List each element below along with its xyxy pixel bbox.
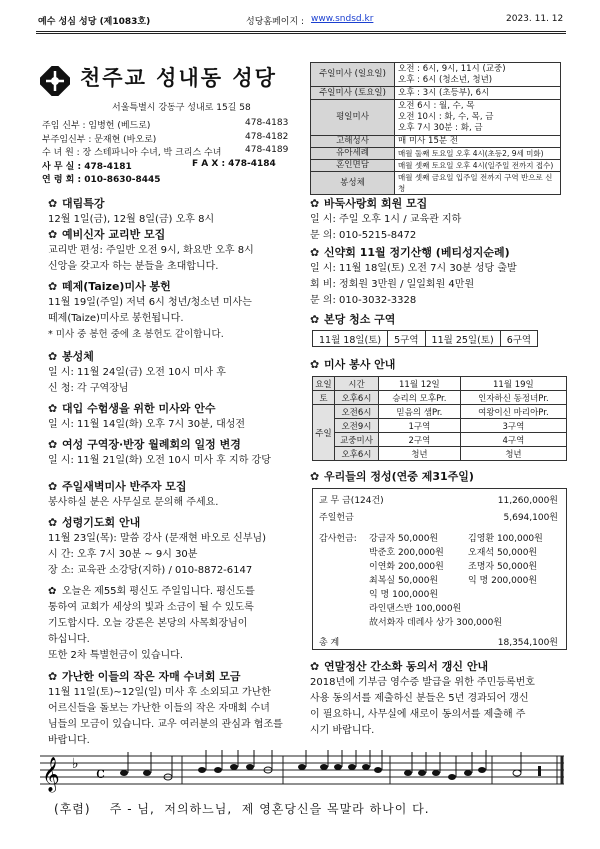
mass-service-heading: ✿ 미사 봉사 안내 [310, 358, 396, 371]
notice-catechumen: ✿ 예비신자 교리반 모집 교리반 편성: 주일반 오전 9시, 화요반 오후 8시 신앙을 갖고자 하는 분들을 초대합니다. [48, 228, 254, 272]
mass-schedule-table: 주일미사 (일요일) 오전 : 6시, 9시, 11시 (교중) 오후 : 6시 (청소년, 청년) 주일미사 (토요일) 오후 : 3시 (초등부), 6시 평일미사 오전 6시 : 월, 수, 목 오전 10시 : 화, 수, 목, 금 오후 7시 30분 : 화, 금 고해성사 매 미사 15분 전 유아세례 매월 둘째 토요일 오후 4시(초등2, 9세 미화) 혼인면담 매월 셋째 토요일 오후 4시(일주일 전까지 접수) 봉성체 매월 셋째 금요일 입주일 전까지 구역 반으로 신청 [310, 62, 561, 195]
notice-hiking: ✿ 신약회 11월 정기산행 (베티성지순례) 일 시: 11월 18일(토) 오전 7시 30분 성당 출발 회 비: 정회원 3만원 / 일일회원 4만원 문 의: 010-3032-3328 [310, 246, 517, 306]
notice-sisters-fundraising: ✿ 가난한 이들의 작은 자매 수녀회 모금 11월 11일(토)~12일(일) 미사 후 소외되고 가난한 어르신들을 돌보는 가난한 이들의 작은 자매회 수녀 님들의 모금이 있습니다. 교우 여러분의 관심과 협조를 바랍니다. [48, 670, 283, 746]
issue-date: 2023. 11. 12 [506, 14, 564, 24]
mass-service-table [312, 376, 567, 461]
clergy-list [42, 118, 292, 186]
offering-box: 교 무 금(124건) 11,260,000원 주일헌금 5,694,100원 감사헌금: 강금자 50,000원 김영환 100,000원 박준호 200,000원 오재석 50,000원 이연화 200,000원 조명자 50,000원 최복실 50,000원 익 명 200,000원 익 명 100,000원 라인댄스반 100,000원 故서화자 데레사 상가 300,000원 총 계 18,354,100원 [312, 488, 567, 650]
cleaning-table [312, 330, 538, 347]
church-address: 서울특별시 강동구 성내로 15길 58 [112, 103, 251, 113]
music-staff [12, 750, 588, 806]
common-time-icon: c [96, 763, 105, 782]
notice-taize-mass: ✿ 떼제(Taize)미사 봉헌 11월 19일(주일) 저녁 6시 청년/청소년 미사는 떼제(Taize)미사로 봉헌됩니다. * 미사 중 봉헌 중에 초 봉헌도 같이합니다. [48, 280, 252, 340]
clergy-row: 연 령 회 : 010-8630-8445 [42, 175, 161, 186]
notice-holy-communion: ✿ 봉성체 일 시: 11월 24일(금) 오전 10시 미사 후 신 청: 각 구역장님 [48, 350, 226, 394]
table-row: 오후6시 청년 청년 [313, 447, 567, 461]
table-row: 요일 시간 11월 12일 11월 19일 [313, 377, 567, 391]
notice-laity-sunday: ✿ 오늘은 제55회 평신도 주일입니다. 평신도를 통하여 교회가 세상의 빛과 소금이 될 수 있도록 기도합시다. 오늘 강론은 본당의 사목회장님이 하십니다. 또한 2차 특별헌금이 있습니다. [48, 586, 255, 661]
header-bar [36, 10, 566, 32]
table-row: 토 오후6시 승리의 모후Pr. 인자하신 동정녀Pr. [313, 391, 567, 405]
notice-meeting-change: ✿ 여성 구역장·반장 월례회의 일정 변경 일 시: 11월 21일(화) 오전 10시 미사 후 지하 강당 [48, 438, 271, 466]
table-row: 교중미사 2구역 4구역 [313, 433, 567, 447]
notes [120, 764, 541, 780]
bulletin-issue: 예수 성심 성당 (제1083호) [38, 17, 151, 27]
divider [36, 33, 566, 34]
notice-advent-lecture: ✿ 대림특강 12월 1일(금), 12월 8일(금) 오후 8시 [48, 197, 215, 225]
notice-baduk-club: ✿ 바둑사랑회 회원 모집 일 시: 주일 오후 1시 / 교육관 지하 문 의: 010-5215-8472 [310, 197, 462, 241]
table-row: 주일 오전6시 믿음의 샘Pr. 여왕이신 마리아Pr. [313, 405, 567, 419]
notice-exam-mass: ✿ 대입 수험생을 위한 미사와 안수 일 시: 11월 14일(화) 오후 7시 30분, 대성전 [48, 402, 246, 430]
homepage-link[interactable]: www.sndsd.kr [311, 14, 374, 24]
refrain-lyrics: (후렴) 주 - 님, 저의하느님, 제 영혼당신을 목말라 하나이 다. [54, 802, 430, 816]
church-logo-icon [40, 66, 70, 96]
clergy-row: 사 무 실 : 478-4181 F A X : 478-4184 [42, 158, 276, 172]
flat-icon: ♭ [72, 756, 79, 772]
notice-accompanist: ✿ 주일새벽미사 반주자 모집 봉사하실 분은 사무실로 문의해 주세요. [48, 480, 219, 508]
homepage-label: 성당홈페이지 : [246, 17, 305, 27]
table-row: 오전9시 1구역 3구역 [313, 419, 567, 433]
notice-tax-consent: ✿ 연말정산 간소화 동의서 갱신 안내 2018년에 기부금 영수증 발급을 위한 주민등록번호 사용 동의서를 제출하신 분들은 5년 경과되어 갱신 이 필요하니, 사무실에 새로이 동의서를 제출해 주 시기 바랍니다. [310, 660, 535, 736]
clergy-row: 주임 신부 : 임병헌 (베드로) 478-4183 [42, 118, 289, 131]
treble-clef-icon: 𝄞 [42, 757, 60, 792]
notice-prayer-meeting: ✿ 성령기도회 안내 11월 23일(목): 말씀 강사 (문재현 바오로 신부님) 시 간: 오후 7시 30분 ~ 9시 30분 장 소: 교육관 소강당(지하) / 010-8872-6147 [48, 516, 267, 576]
clergy-row: 부주임신부 : 문재현 (바오로) 478-4182 [42, 131, 289, 145]
table-row: 11월 18일(토) 5구역 11월 25일(토) 6구역 [313, 331, 538, 347]
divider [36, 31, 566, 32]
offering-heading: ✿ 우리들의 정성(연중 제31주일) [310, 470, 474, 483]
church-name: 천주교 성내동 성당 [80, 66, 277, 90]
cleaning-heading: ✿ 본당 청소 구역 [310, 313, 396, 326]
clergy-row: 수 녀 원 : 장 스테파니아 수녀, 박 크리스 수녀 478-4189 [42, 145, 289, 159]
